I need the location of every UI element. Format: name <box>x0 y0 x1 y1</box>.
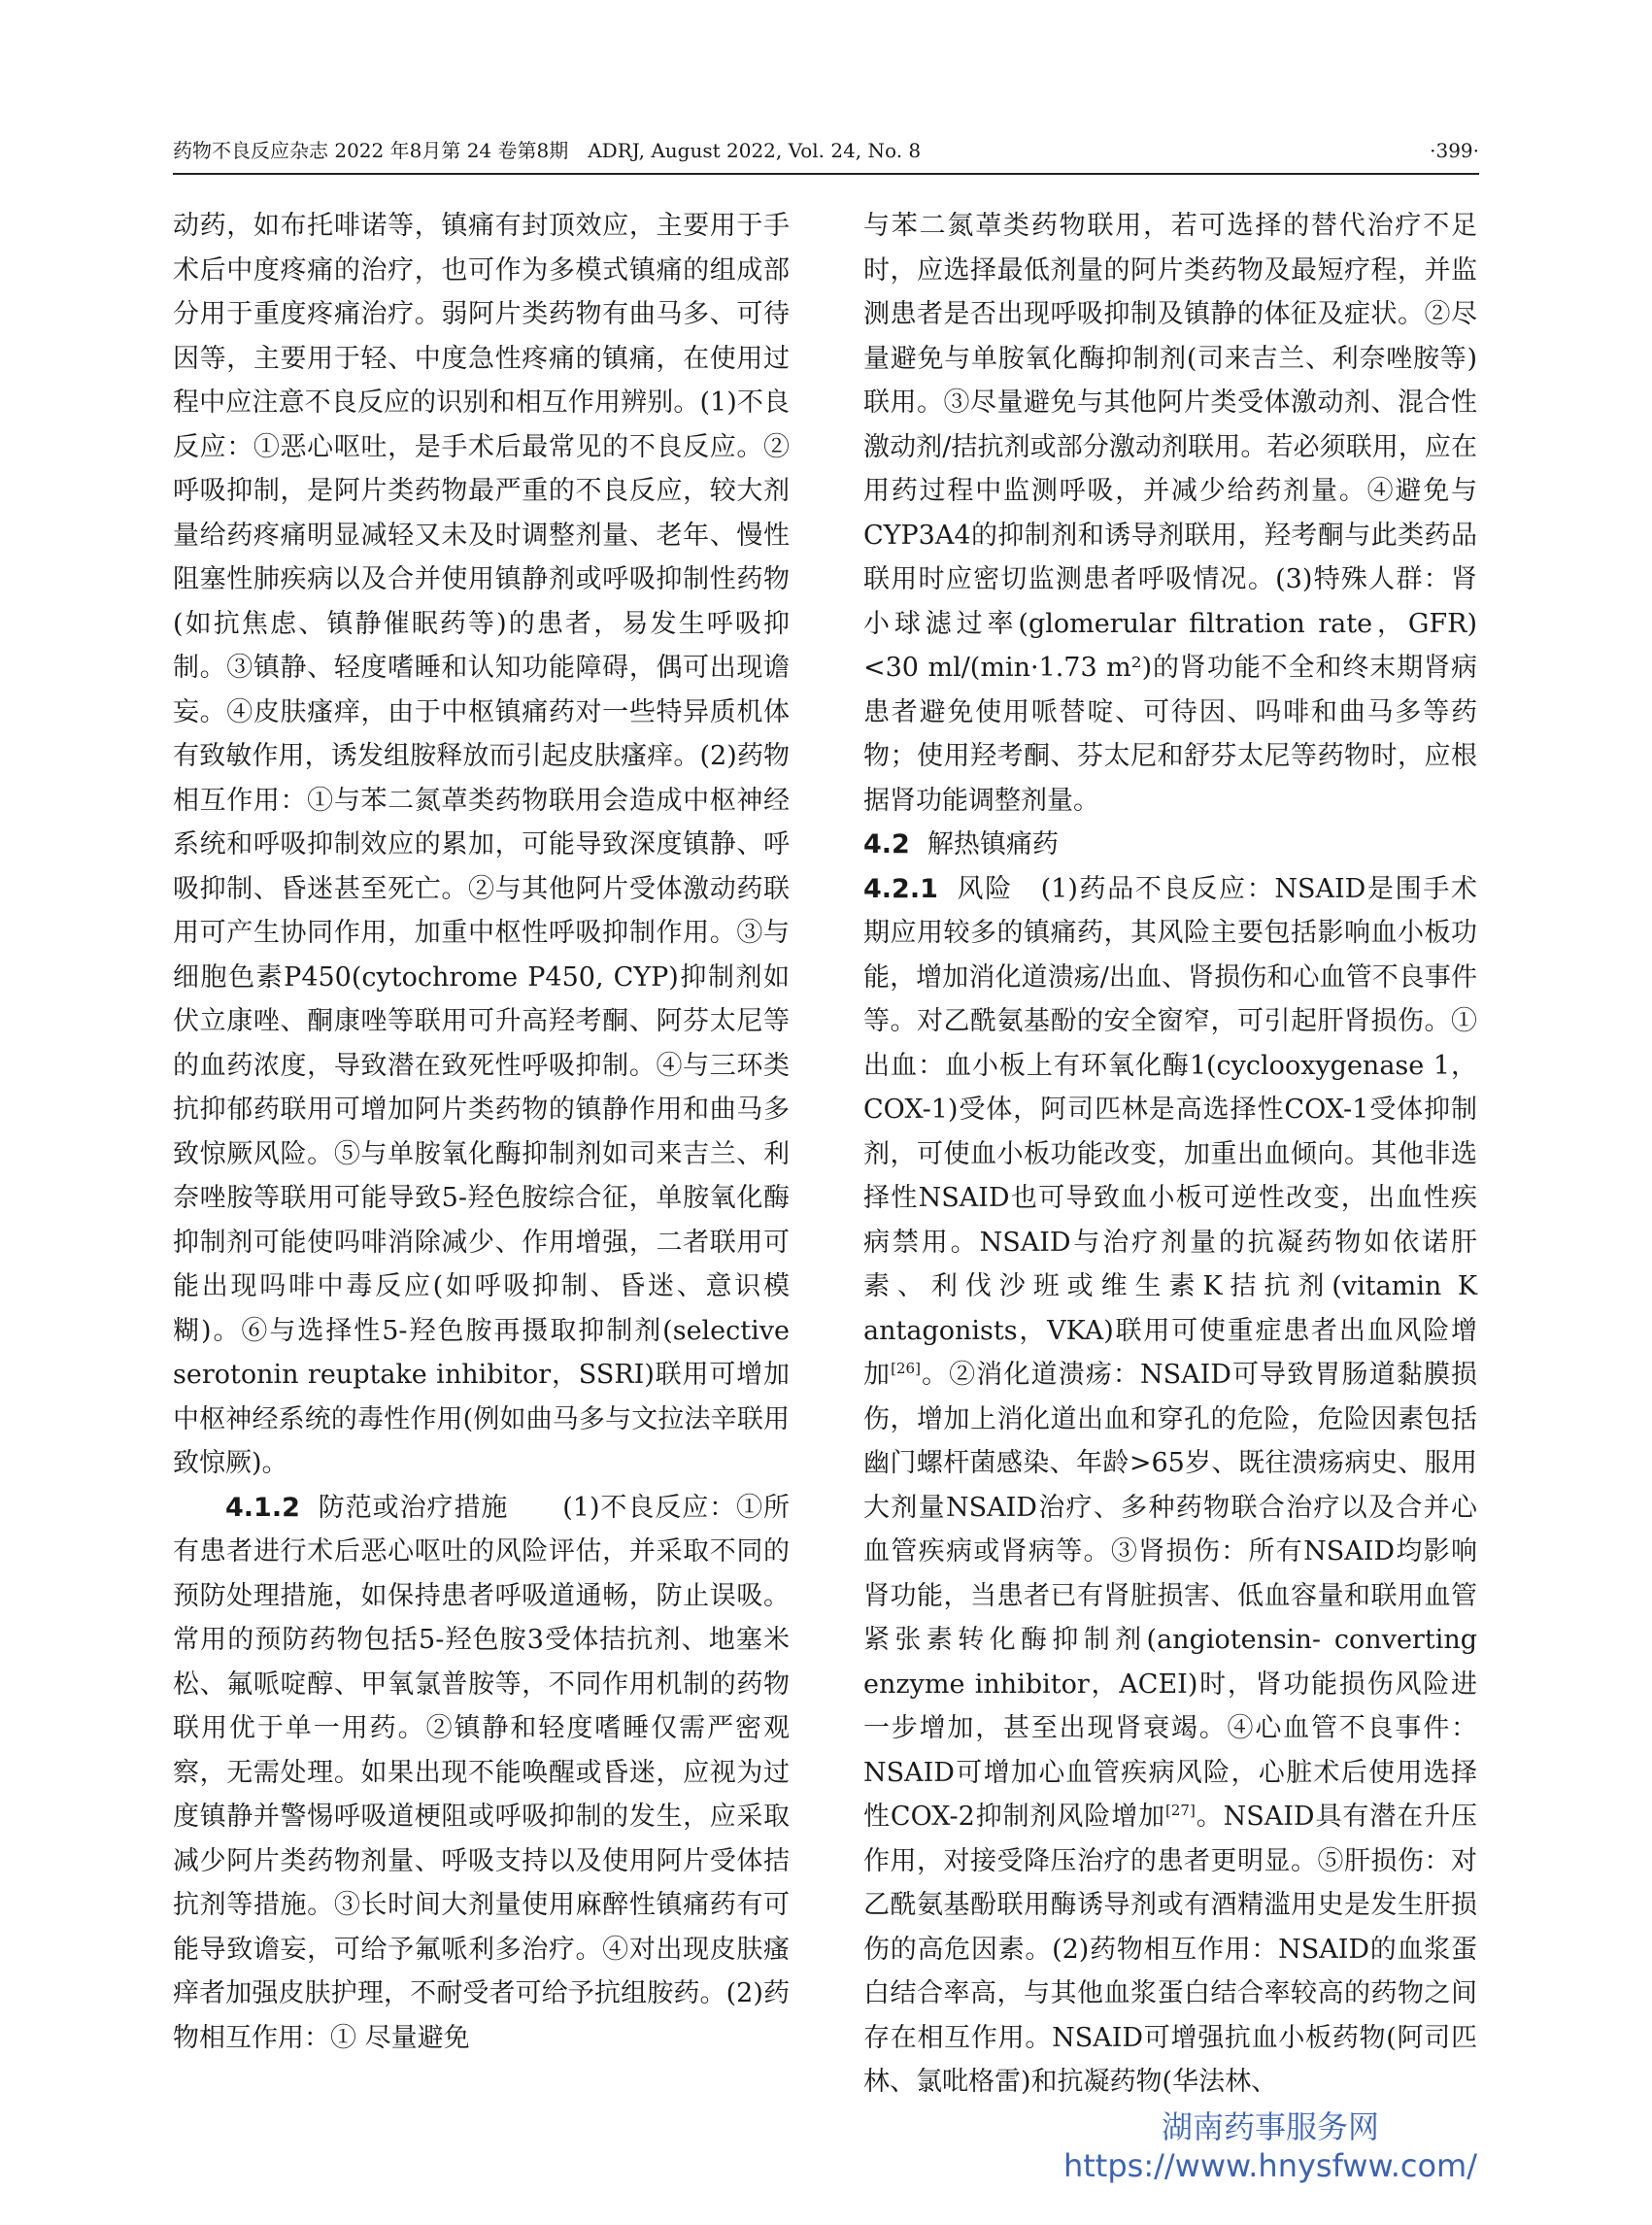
section-number: 4.2.1 <box>863 873 938 904</box>
journal-citation: 药物不良反应杂志 2022 年8月第 24 卷第8期 ADRJ, August 2022, Vol. 24, No. 8 <box>173 139 922 162</box>
citation-27[interactable]: [27] <box>1165 1802 1196 1819</box>
section-title: 解热镇痛药 <box>927 829 1059 860</box>
section-number: 4.2 <box>863 829 910 860</box>
right-column <box>863 204 1477 2105</box>
citation-26[interactable]: [26] <box>891 1360 921 1377</box>
right-paragraph-1: 与苯二氮䓬类药物联用，若可选择的替代治疗不足时，应选择最低剂量的阿片类药物及最短疗程，并监测患者是否出现呼吸抑制及镇静的体征及症状。②尽量避免与单胺氧化酶抑制剂(司来吉兰、利奈唑胺等)联用。③尽量避免与其他阿片类受体激动剂、混合性激动剂/拮抗剂或部分激动剂联用。若必须联用，应在用药过程中监测呼吸，并减少给药剂量。④避免与CYP3A4的抑制剂和诱导剂联用，羟考酮与此类药品联用时应密切监测患者呼吸情况。(3)特殊人群：肾小球滤过率(glomerular filtration rate，GFR)<30 ml/(min·1.73 m²)的肾功能不全和终末期肾病患者避免使用哌替啶、可待因、吗啡和曲马多等药物；使用羟考酮、芬太尼和舒芬太尼等药物时，应根据肾功能调整剂量。 <box>863 211 1477 816</box>
left-column <box>173 204 790 2060</box>
section-body-b: 。②消化道溃疡：NSAID可导致胃肠道黏膜损伤，增加上消化道出血和穿孔的危险，危险因素包括幽门螺杆菌感染、年龄>65岁、既往溃疡病史、服用大剂量NSAID治疗、多种药物联合治疗以及合并心血管疾病或肾病等。③肾损伤：所有NSAID均影响肾功能，当患者已有肾脏损害、低血容量和联用血管紧张素转化酶抑制剂(angiotensin- converting enzyme inhibitor，ACEI)时，肾功能损伤风险进一步增加，甚至出现肾衰竭。④心血管不良事件：NSAID可增加心血管疾病风险，心脏术后使用选择性COX-2抑制剂风险增加 <box>863 1360 1478 1832</box>
section-4-1-2 <box>173 1486 790 2061</box>
section-body: (1)不良反应：①所有患者进行术后恶心呕吐的风险评估，并采取不同的预防处理措施，如保持患者呼吸道通畅，防止误吸。常用的预防药物包括5-羟色胺3受体拮抗剂、地塞米松、氟哌啶醇、甲氧氯普胺等，不同作用机制的药物联用优于单一用药。②镇静和轻度嗜睡仅需严密观察，无需处理。如果出现不能唤醒或昏迷，应视为过度镇静并警惕呼吸道梗阻或呼吸抑制的发生，应采取减少阿片类药物剂量、呼吸支持以及使用阿片受体拮抗剂等措施。③长时间大剂量使用麻醉性镇痛药有可能导致谵妄，可给予氟哌利多治疗。④对出现皮肤瘙痒者加强皮肤护理，不耐受者可给予抗组胺药。(2)药物相互作用：① 尽量避免 <box>173 1492 791 2053</box>
page-number: ·399· <box>1430 139 1479 162</box>
site-watermark <box>1063 2107 1477 2185</box>
section-4-2-1 <box>863 867 1477 2105</box>
watermark-url[interactable]: https://www.hnysfww.com/ <box>1062 2147 1477 2184</box>
header-rule <box>173 173 1479 175</box>
left-paragraph-1: 动药，如布托啡诺等，镇痛有封顶效应，主要用于手术后中度疼痛的治疗，也可作为多模式镇痛的组成部分用于重度疼痛治疗。弱阿片类药物有曲马多、可待因等，主要用于轻、中度急性疼痛的镇痛，在使用过程中应注意不良反应的识别和相互作用辨别。(1)不良反应：①恶心呕吐，是手术后最常见的不良反应。②呼吸抑制，是阿片类药物最严重的不良反应，较大剂量给药疼痛明显减轻又未及时调整剂量、老年、慢性阻塞性肺疾病以及合并使用镇静剂或呼吸抑制性药物(如抗焦虑、镇静催眠药等)的患者，易发生呼吸抑制。③镇静、轻度嗜睡和认知功能障碍，偶可出现谵妄。④皮肤瘙痒，由于中枢镇痛药对一些特异质机体有致敏作用，诱发组胺释放而引起皮肤瘙痒。(2)药物相互作用：①与苯二氮䓬类药物联用会造成中枢神经系统和呼吸抑制效应的累加，可能导致深度镇静、呼吸抑制、昏迷甚至死亡。②与其他阿片受体激动药联用可产生协同作用，加重中枢性呼吸抑制作用。③与细胞色素P450(cytochrome P450, CYP)抑制剂如伏立康唑、酮康唑等联用可升高羟考酮、阿芬太尼等的血药浓度，导致潜在致死性呼吸抑制。④与三环类抗抑郁药联用可增加阿片类药物的镇静作用和曲马多致惊厥风险。⑤与单胺氧化酶抑制剂如司来吉兰、利奈唑胺等联用可能导致5-羟色胺综合征，单胺氧化酶抑制剂可能使吗啡消除减少、作用增强，二者联用可能出现吗啡中毒反应(如呼吸抑制、昏迷、意识模糊)。⑥与选择性5-羟色胺再摄取抑制剂(selective serotonin reuptake inhibitor，SSRI)联用可增加中枢神经系统的毒性作用(例如曲马多与文拉法辛联用致惊厥)。 <box>173 211 790 1478</box>
section-number: 4.1.2 <box>225 1492 300 1523</box>
section-4-2-heading <box>863 823 1477 867</box>
running-header <box>173 136 1479 165</box>
section-title: 防范或治疗措施 <box>317 1492 509 1523</box>
section-body-a: (1)药品不良反应：NSAID是围手术期应用较多的镇痛药，其风险主要包括影响血小板功能，增加消化道溃疡/出血、肾损伤和心血管不良事件等。对乙酰氨基酚的安全窗窄，可引起肝肾损伤。①出血：血小板上有环氧化酶1(cyclooxygenase 1，COX-1)受体，阿司匹林是高选择性COX-1受体抑制剂，可使血小板功能改变，加重出血倾向。其他非选择性NSAID也可导致血小板可逆性改变，出血性疾病禁用。NSAID与治疗剂量的抗凝药物如依诺肝素、利伐沙班或维生素K拮抗剂(vitamin K antagonists，VKA)联用可使重症患者出血风险增加 <box>863 873 1478 1390</box>
section-body-c: 。NSAID具有潜在升压作用，对接受降压治疗的患者更明显。⑤肝损伤：对乙酰氨基酚联用酶诱导剂或有酒精滥用史是发生肝损伤的高危因素。(2)药物相互作用：NSAID的血浆蛋白结合率高，与其他血浆蛋白结合率较高的药物之间存在相互作用。NSAID可增强抗血小板药物(阿司匹林、氯吡格雷)和抗凝药物(华法林、 <box>863 1802 1477 2097</box>
watermark-site-name: 湖南药事服务网 <box>1161 2108 1379 2145</box>
section-title: 风险 <box>955 873 1013 904</box>
